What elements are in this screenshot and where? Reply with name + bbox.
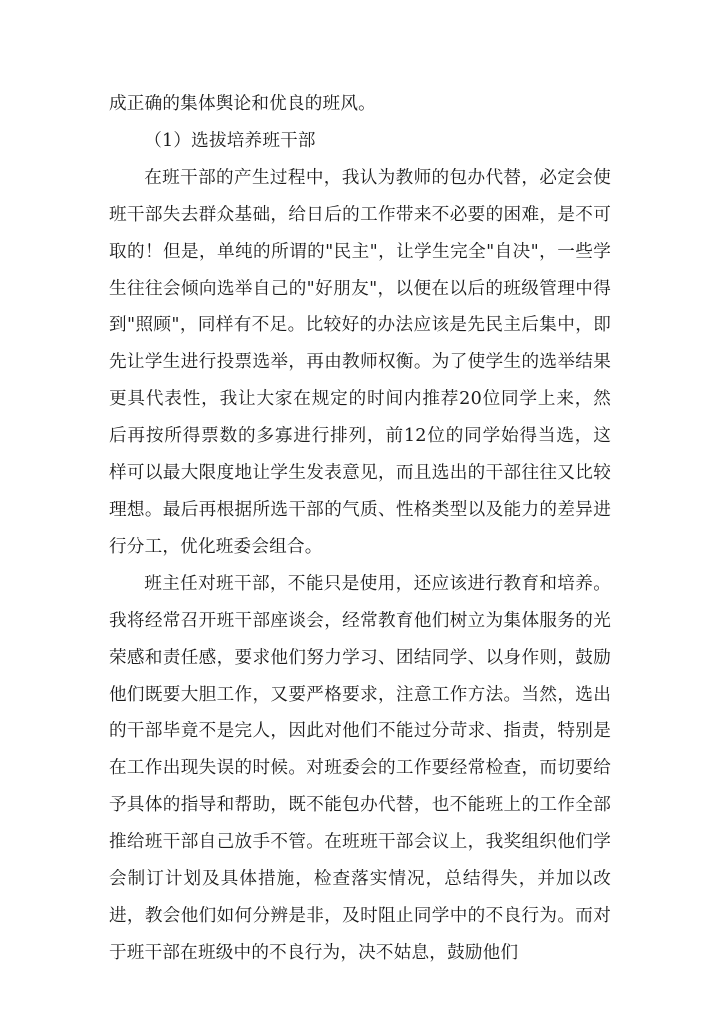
paragraph-continuation: 成正确的集体舆论和优良的班风。: [109, 94, 376, 114]
section-subheading: （1）选拔培养班干部: [144, 130, 316, 151]
paragraph-cadre-selection: 在班干部的产生过程中，我认为教师的包办代替，必定会使班干部失去群众基础，给日后的工作带来不必要的困难，是不可取的！但是，单纯的所谓的"民主"，让学生完全"自决"，一些学生往往会倾向选举自己的"好朋友"，以便在以后的班级管理中得到"照顾"，同样有不足。比较好的办法应该是先民主后集中，即先让学生进行投票选举，再由教师权衡。为了使学生的选举结果更具代表性，我让大家在规定的时间内推荐20位同学上来，然后再按所得票数的多寡进行排列，前12位的同学始得当选，这样可以最大限度地让学生发表意见，而且选出的干部往往又比较理想。最后再根据所选干部的气质、性格类型以及能力的差异进行分工，优化班委会组合。: [109, 167, 611, 557]
paragraph-cadre-training: 班主任对班干部，不能只是使用，还应该进行教育和培养。我将经常召开班干部座谈会，经常教育他们树立为集体服务的光荣感和责任感，要求他们努力学习、团结同学、以身作则，鼓励他们既要大胆工作，又要严格要求，注意工作方法。当然，选出的干部毕竟不是完人，因此对他们不能过分苛求、指责，特别是在工作出现失误的时候。对班委会的工作要经常检查，而切要给予具体的指导和帮助，既不能包办代替，也不能班上的工作全部推给班干部自己放手不管。在班班干部会议上，我奖组织他们学会制订计划及具体措施，检查落实情况，总结得失，并加以改进，教会他们如何分辨是非，及时阻止同学中的不良行为。而对于班干部在班级中的不良行为，决不姑息，鼓励他们: [109, 573, 611, 963]
document-body: [109, 86, 611, 972]
